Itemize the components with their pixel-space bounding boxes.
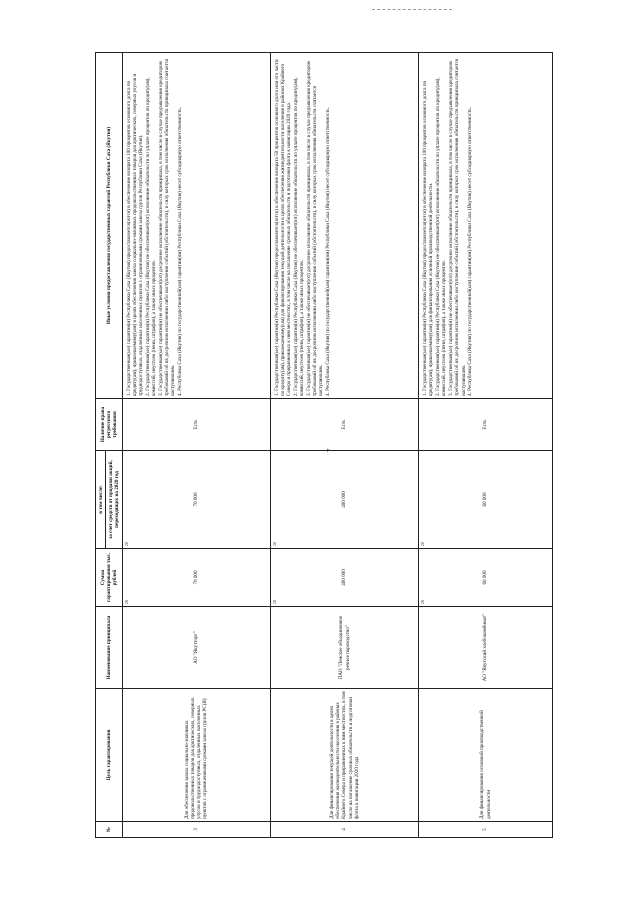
table-row <box>270 53 418 838</box>
row-plan-cell <box>270 448 418 549</box>
row-plan-value: 60 000 <box>482 492 489 507</box>
condition-item: 2. Государственная(ые) гарантия(и) Республики Саха (Якутия) не обеспечивает(ют) исполнение обязательств по уплате процентов по кредиту(ам), комиссий, неустоек (пени, штрафов), а также иных процентов. <box>144 77 158 396</box>
row-regress: Есть <box>419 399 553 451</box>
table-row <box>419 53 553 838</box>
row-sum-mark: 20 <box>272 600 277 604</box>
row-regress: Есть <box>122 399 270 451</box>
row-goal: Для обеспечения завоза социально-значимых продовольственных товаров для арктических, северных улусов и труднодоступных, отдаленных населенных пунктов с ограниченными сроками завоза грузов РС(Я) <box>122 689 270 822</box>
row-sum-mark: 20 <box>124 600 129 604</box>
table-row <box>122 53 270 838</box>
row-principal: АО "Якутский хлебокомбинат" <box>419 607 553 689</box>
row-number: 3 <box>122 822 270 838</box>
row-plan-value: 70 000 <box>193 492 200 507</box>
condition-item: 3. Государственная(ые) гарантия(и) не обеспечивает(ют) досрочное исполнение обязательств принципала, в том числе в случае предъявления кредитором требований об их досрочном исполнении либо наступления событий (обстоятельств), в силу которых срок исполнения обязательств принципала считается наступившим. <box>157 58 177 396</box>
row-principal: АО "Якутторг" <box>122 607 270 689</box>
header-num: № <box>96 822 123 838</box>
row-sum-value: 70 000 <box>193 570 200 585</box>
header-regress: Наличие права регрессного требования <box>96 399 123 451</box>
row-sum-mark: 20 <box>421 600 426 604</box>
row-number: 5 <box>419 822 553 838</box>
condition-item: 2. Государственная(ые) гарантия(и) Республики Саха (Якутия) не обеспечивает(ют) исполнение обязательств по уплате процентов по кредиту(ам), комиссий, неустоек (пени, штрафов), а также иных процентов. <box>293 77 306 396</box>
condition-item: 4. Республика Саха (Якутия) по государственной(ым) гарантии(ям) Республики Саха (Якутия) несет субсидиарную ответственность. <box>467 106 474 396</box>
row-goal: Для финансирования текущей деятельности в целях обеспечения жизнедеятельности населения в районах Крайнего Севера и приравненных к ним местностях, в том числе на погашение срочных обязательств и подготовки флота к навигации 2020 года <box>270 689 418 822</box>
row-plan-cell <box>122 451 270 549</box>
row-plan-mark: 20 <box>124 542 129 546</box>
top-dashed-rule <box>372 9 452 10</box>
header-goal: Цель гарантирования <box>96 689 123 822</box>
row-conditions <box>270 53 418 399</box>
guarantees-table <box>95 52 553 838</box>
header-sum: Сумма гарантирования тыс. рублей <box>96 549 123 607</box>
condition-item: 4. Республика Саха (Якутия) по государственной(ым) гарантии(ям) Республики Саха (Якутия) несет субсидиарную ответственность. <box>325 106 332 396</box>
condition-item: 1. Государственная(ые) гарантия(и) Республики Саха (Якутия) предоставляется(ются) в обеспечение возврата 100 процентов основного долга по кредиту(ам), привлекаемому(ым) в целях обеспечения завоза социально-значимых продовольственных товаров для арктических, северных улусов и труднодоступных, отдаленных населенных пунктов с ограниченными сроками завоза грузов Республики Саха (Якутия). <box>125 73 145 396</box>
row-sum-value: 60 000 <box>482 570 489 585</box>
condition-item: 1. Государственная(ые) гарантия(и) Республики Саха (Якутия) предоставляется(ются) в обеспечение возврата 50 процентов основного долга или его части по кредиту(ам), привлекаемому(ым) для финансирования текущей деятельности в целях обеспечения жизнедеятельности населения в районах Крайнего Севера и приравненных к ним местностях, в том числе на погашение срочных обязательств и подготовки флота к навигации 2020 года. <box>273 59 293 396</box>
row-plan-mark: 20 <box>421 542 426 546</box>
row-sum-cell <box>270 549 418 607</box>
rotated-table-sheet <box>95 53 553 838</box>
condition-item: 2. Государственная(ые) гарантия(и) Республики Саха (Якутия) не обеспечивает(ют) исполнение обязательств по уплате процентов по кредиту(ам), комиссий, неустоек (пени, штрафов), а также иных процентов. <box>435 77 448 396</box>
row-sum-cell <box>122 549 270 607</box>
condition-item: 4. Республика Саха (Якутия) по государственной(ым) гарантии(ям) Республики Саха (Якутия) несет субсидиарную ответственность. <box>177 106 184 396</box>
header-conditions: Иные условия предоставления государственных гарантий Республики Саха (Якутия) <box>96 53 123 399</box>
condition-item: 3. Государственная(ые) гарантия(и) не обеспечивает(ют) досрочное исполнение обязательств принципала, в том числе в случае предъявления кредитором требований об их досрочном исполнении либо наступления событий (обстоятельств), в силу которых срок исполнения обязательств считается наступившим. <box>306 61 325 396</box>
row-sum-value: 400 000 <box>341 569 348 586</box>
row-regress: Есть <box>270 399 418 451</box>
row-number: 4 <box>270 822 418 838</box>
row-conditions <box>122 53 270 399</box>
row-sum-cell <box>419 549 553 607</box>
row-plan-value: 400 000 <box>341 491 348 508</box>
row-plan-mark: 20 <box>272 542 277 546</box>
row-plan-cell <box>419 451 553 549</box>
page-number: 7 <box>326 448 334 452</box>
row-principal: ПАО "Ленское объединенное речное пароходство" <box>270 607 418 689</box>
condition-item: 3. Государственная(ые) гарантия(и) не обеспечивает(ют) досрочное исполнение обязательств принципала, в том числе в случае предъявления кредитором требований об их досрочном исполнении либо наступления событий (обстоятельств), в силу которых срок исполнения обязательств принципала считается наступившим. <box>448 58 467 396</box>
header-principal: Наименование принципала <box>96 607 123 689</box>
header-in-total: в том числе: <box>96 451 106 549</box>
row-goal: Для финансирования основной производственной деятельности <box>419 689 553 822</box>
condition-item: 1. Государственная(ые) гарантия(и) Республики Саха (Якутия) предоставляется(ются) в обеспечение возврата 100 процентов основного долга по кредиту(ам), привлекаемому(ым) для финансирования основной производственной деятельности. <box>422 80 435 396</box>
row-conditions <box>419 53 553 399</box>
header-funds-sub: за счет средств от продажи акций, переходящих на 2020 год <box>106 451 122 549</box>
